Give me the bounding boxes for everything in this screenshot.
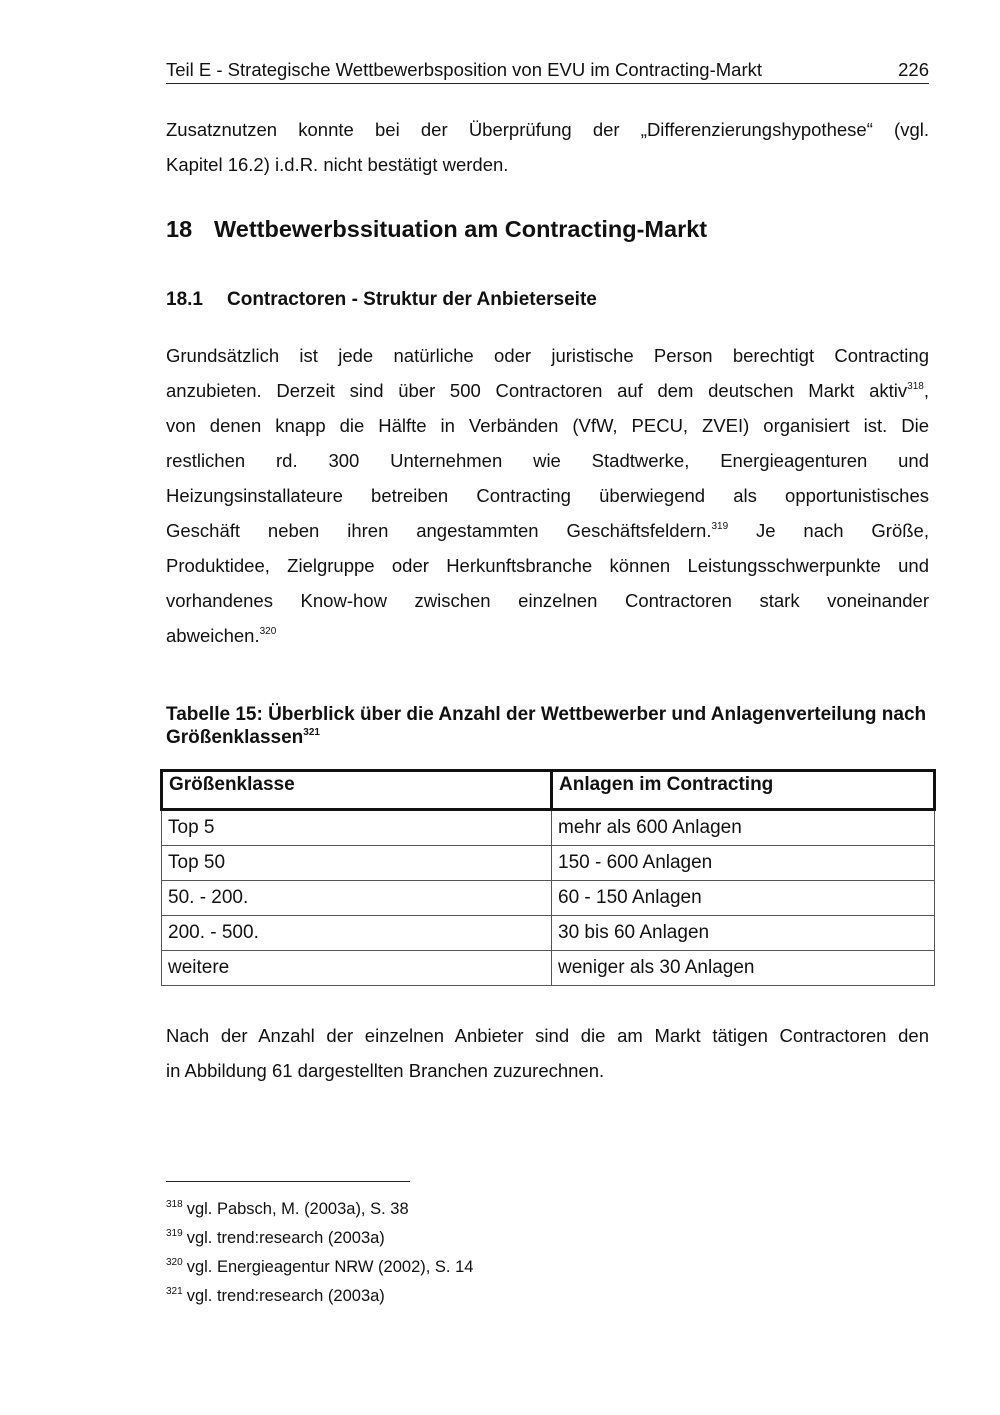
running-head-title: Teil E - Strategische Wettbewerbsposition von EVU im Contracting-Markt	[166, 59, 763, 80]
subsection-number: 18.1	[166, 289, 203, 310]
footnote-text: vgl. trend:research (2003a)	[186, 1229, 385, 1247]
paragraph-text: Je nach Größe,	[728, 520, 929, 541]
paragraph-line: Grundsätzlich ist jede natürliche oder juristische Person berechtigt Contracting	[166, 345, 929, 366]
column-header: Größenklasse	[162, 771, 552, 810]
table-row	[162, 951, 935, 986]
table-cell: weniger als 30 Anlagen	[552, 951, 935, 986]
table-caption-text: Tabelle 15: Überblick über die Anzahl der Wettbewerber und Anlagenverteilung nach Größenklassen	[166, 704, 927, 748]
intro-line: Kapitel 16.2) i.d.R. nicht bestätigt werden.	[166, 154, 509, 175]
page-number: 226	[898, 59, 929, 80]
section-number: 18	[166, 216, 193, 242]
section-title: Wettbewerbssituation am Contracting-Markt	[214, 216, 708, 242]
paragraph-line: vorhandenes Know-how zwischen einzelnen Contractoren stark voneinander	[166, 590, 929, 611]
subsection-heading	[166, 289, 597, 311]
paragraph-line	[166, 513, 929, 548]
section-heading	[166, 216, 707, 243]
paragraph-text: Geschäft neben ihren angestammten Geschäftsfeldern.	[166, 520, 712, 541]
footnote-text: vgl. Energieagentur NRW (2002), S. 14	[186, 1258, 474, 1276]
running-head	[166, 58, 929, 84]
paragraph-line: Heizungsinstallateure betreiben Contracting überwiegend als opportunistisches	[166, 485, 929, 506]
paragraph-text: ,	[923, 380, 929, 401]
footnote-text: vgl. Pabsch, M. (2003a), S. 38	[186, 1200, 409, 1218]
paragraph-line: Produktidee, Zielgruppe oder Herkunftsbranche können Leistungsschwerpunkte und	[166, 555, 929, 576]
table-cell: Top 5	[162, 810, 552, 846]
paragraph-line: restlichen rd. 300 Unternehmen wie Stadtwerke, Energieagenturen und	[166, 450, 929, 471]
footnote-ref-320[interactable]: 320	[259, 626, 277, 637]
closing-paragraph	[166, 1018, 929, 1088]
footnote-ref-318[interactable]: 318	[907, 381, 924, 392]
table-caption	[166, 703, 936, 749]
table-cell: 50. - 200.	[162, 881, 552, 916]
footnote-319	[166, 1229, 385, 1248]
footnote-318	[166, 1200, 409, 1219]
table-cell: Top 50	[162, 846, 552, 881]
footnote-ref-319[interactable]: 319	[711, 521, 729, 532]
table-cell: weitere	[162, 951, 552, 986]
table-row	[162, 916, 935, 951]
footnote-ref-321[interactable]: 321	[303, 727, 320, 738]
paragraph-text: anzubieten. Derzeit sind über 500 Contractoren auf dem deutschen Markt aktiv	[166, 380, 908, 401]
paragraph-line	[166, 618, 929, 653]
table-cell: 150 - 600 Anlagen	[552, 846, 935, 881]
table-cell: 60 - 150 Anlagen	[552, 881, 935, 916]
size-class-table	[160, 769, 936, 986]
footnote-321	[166, 1287, 385, 1306]
footnote-divider	[166, 1181, 410, 1182]
paragraph-line: von denen knapp die Hälfte in Verbänden (VfW, PECU, ZVEI) organisiert ist. Die	[166, 415, 929, 436]
paragraph-text: abweichen.	[166, 625, 260, 646]
footnote-text: vgl. trend:research (2003a)	[186, 1287, 385, 1305]
intro-paragraph	[166, 112, 929, 182]
table-cell: 30 bis 60 Anlagen	[552, 916, 935, 951]
paragraph-line: Nach der Anzahl der einzelnen Anbieter sind die am Markt tätigen Contractoren den	[166, 1025, 929, 1046]
table-cell: 200. - 500.	[162, 916, 552, 951]
paragraph-line: in Abbildung 61 dargestellten Branchen zuzurechnen.	[166, 1060, 605, 1081]
footnote-320	[166, 1258, 473, 1277]
column-header: Anlagen im Contracting	[552, 771, 935, 810]
table-row	[162, 810, 935, 846]
table-row	[162, 846, 935, 881]
footnote-number: 319	[166, 1228, 183, 1239]
main-paragraph	[166, 338, 929, 653]
footnote-number: 321	[166, 1286, 183, 1297]
table-header-row	[162, 771, 935, 810]
footnote-number: 320	[166, 1257, 183, 1268]
intro-line: Zusatznutzen konnte bei der Überprüfung der „Differenzierungshypothese“ (vgl.	[166, 119, 929, 140]
table-row	[162, 881, 935, 916]
paragraph-line	[166, 373, 929, 408]
footnote-number: 318	[166, 1199, 183, 1210]
table-cell: mehr als 600 Anlagen	[552, 810, 935, 846]
subsection-title: Contractoren - Struktur der Anbieterseite	[227, 289, 597, 310]
